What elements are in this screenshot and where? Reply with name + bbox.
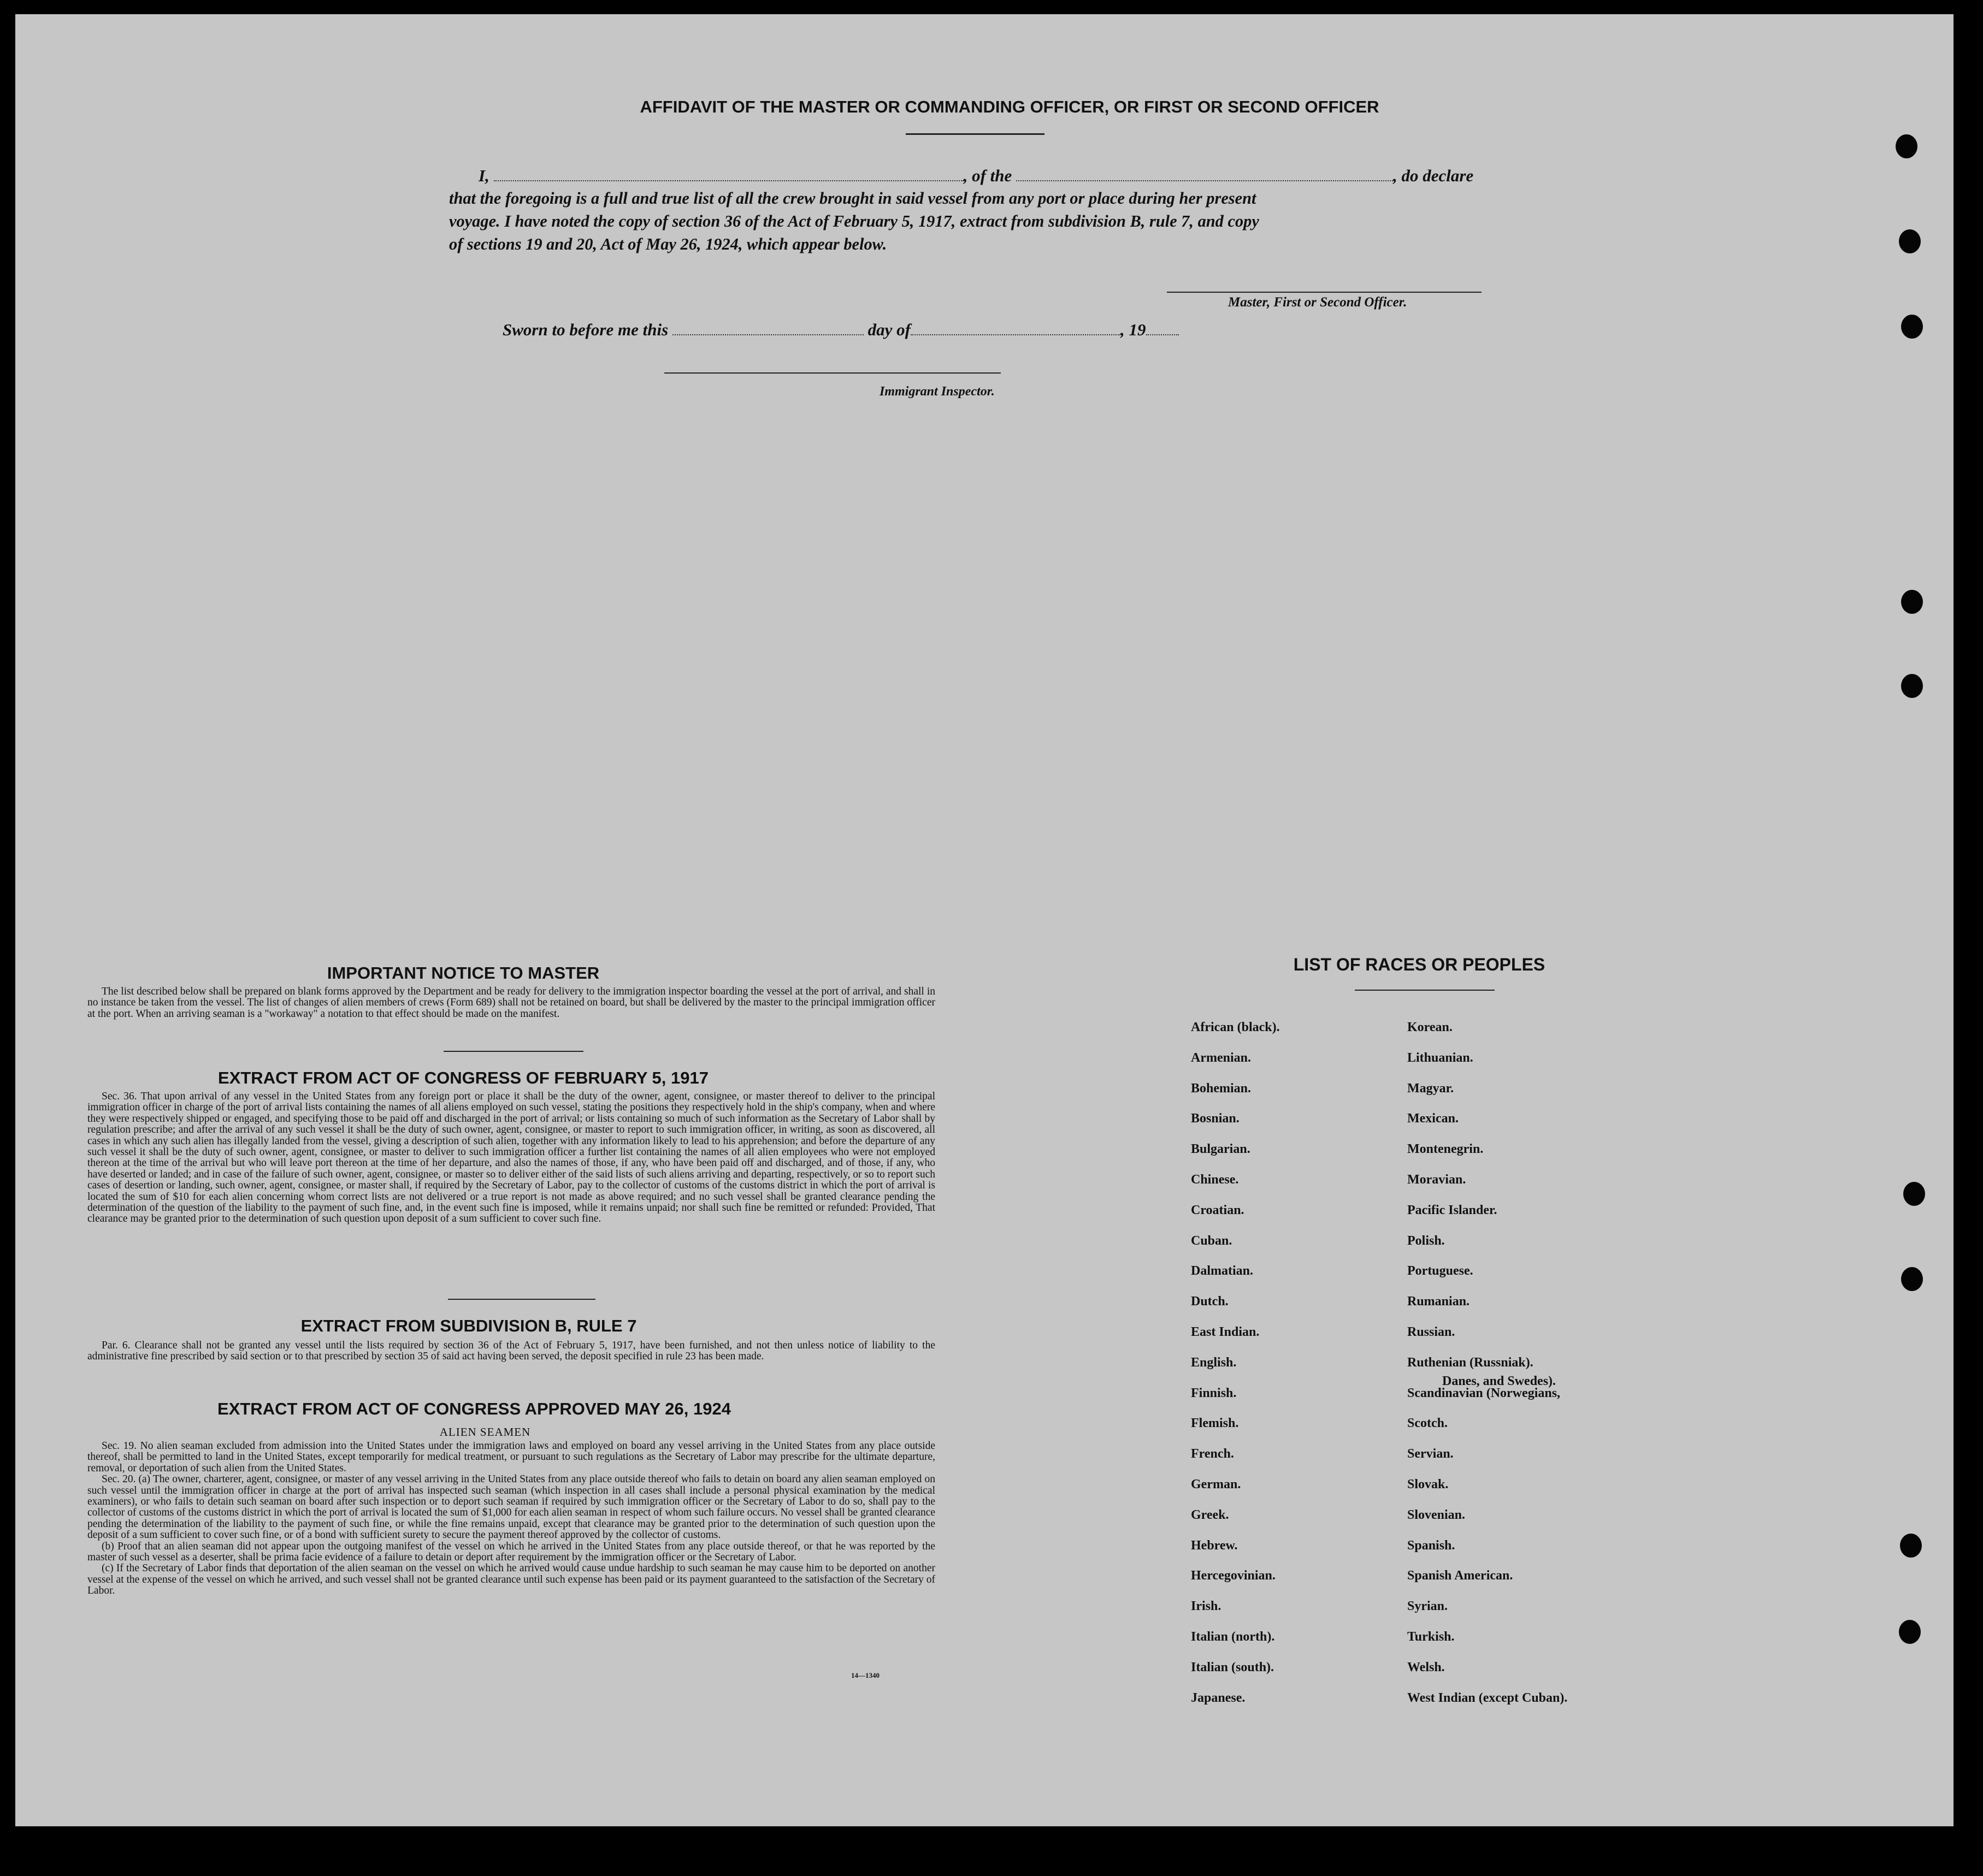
race-item: Syrian. <box>1407 1599 1448 1613</box>
race-item: Irish. <box>1191 1599 1221 1613</box>
race-item: Spanish American. <box>1407 1569 1513 1583</box>
vessel-name-field[interactable] <box>1016 180 1393 181</box>
race-item: Scotch. <box>1407 1416 1448 1430</box>
race-item: Mexican. <box>1407 1111 1459 1126</box>
race-item: Portuguese. <box>1407 1264 1473 1278</box>
races-title: LIST OF RACES OR PEOPLES <box>1293 955 1545 974</box>
race-item: German. <box>1191 1477 1241 1492</box>
race-item: Bosnian. <box>1191 1111 1240 1126</box>
punch-hole <box>1901 674 1923 698</box>
alien-seamen-subtitle: ALIEN SEAMEN <box>439 1425 531 1439</box>
race-item: Ruthenian (Russniak). <box>1407 1356 1533 1370</box>
sworn-day-field[interactable] <box>672 334 864 335</box>
title-divider <box>906 133 1044 135</box>
extract-rule7-title: EXTRACT FROM SUBDIVISION B, RULE 7 <box>300 1316 637 1335</box>
punch-hole <box>1899 229 1921 253</box>
section-divider <box>444 1051 583 1052</box>
race-item: Lithuanian. <box>1407 1051 1473 1065</box>
sworn-before-label: Sworn to before me this <box>503 320 669 339</box>
race-item: Finnish. <box>1191 1386 1237 1400</box>
notice-text: The list described below shall be prepared on blank forms approved by the Department and be ready for delivery to the immigration inspector boarding the vessel at the port of arrival, and shall in no instance be taken from the vessel. The list of changes of alien members of crews (Form 689) shall not be retained on board, but shall be delivered by the master to the principal immigration officer at the port. When an arriving seaman is a "workaway" a notation to that effect should be made on the manifest. <box>87 986 935 1020</box>
race-item: Korean. <box>1407 1020 1453 1034</box>
inspector-caption: Immigrant Inspector. <box>880 384 995 399</box>
declaration-line-1 <box>479 166 1473 186</box>
do-declare-label: , do declare <box>1393 166 1474 185</box>
race-item: Armenian. <box>1191 1051 1251 1065</box>
year-label: , 19 <box>1120 320 1146 339</box>
punch-hole <box>1896 134 1917 158</box>
race-item: Croatian. <box>1191 1203 1244 1217</box>
punch-hole <box>1901 590 1923 614</box>
inspector-signature-line[interactable] <box>664 372 1001 374</box>
race-item: Flemish. <box>1191 1416 1239 1430</box>
extract-1924-text: Sec. 19. No alien seaman excluded from admission into the United States under the immigration laws and employed on board any vessel arriving in the United States from any place outside thereof, shall be permitted to land in the United States, except temporarily for medical treatment, or pursuant to such regulations as the Secretary of Labor may prescribe for the ultimate departure, removal, or deportation of such alien from the United States. Sec. 20. (a) The owner, charterer, agent, consignee, or master of any vessel arriving in the United States from any place outside thereof who fails to detain on board any alien seaman employed on such vessel until the immigration officer in charge at the port of arrival has inspected such seaman (which inspection in all cases shall include a personal physical examination by the medical examiners), or who fails to detain such seaman on board after such inspection or to deport such seaman if required by such immigration officer or the Secretary of Labor to do so, shall pay to the collector of customs of the customs district in which the port of arrival is located the sum of $1,000 for each alien seaman in respect of whom such failure occurs. No vessel shall be granted clearance pending the determination of the liability to the payment of such fine, or while the fine remains unpaid, except that clearance may be granted prior to the determination of such question upon the deposit of a sum sufficient to cover such fine, or of a bond with sufficient surety to secure the payment thereof approved by the collector of customs. (b) Proof that an alien seaman did not appear upon the outgoing manifest of the vessel on which he arrived in the United States from any place outside thereof, or that he was reported by the master of such vessel as a deserter, shall be prima facie evidence of a failure to detain or deport after requirement by the immigration officer or the Secretary of Labor. (c) If the Secretary of Labor finds that deportation of the alien seaman on the vessel on which he arrived would cause undue hardship to such seaman he may cause him to be deported on another vessel at the expense of the vessel on which he arrived, and such vessel shall not be granted clearance until such expense has been paid or its payment guaranteed to the satisfaction of the Secretary of Labor. <box>87 1440 935 1597</box>
race-item-scandinavian-continued: Danes, and Swedes). <box>1442 1374 1556 1388</box>
race-item: Hebrew. <box>1191 1538 1238 1553</box>
race-item: Moravian. <box>1407 1173 1466 1187</box>
race-item: West Indian (except Cuban). <box>1407 1691 1568 1705</box>
declaration-line-4: of sections 19 and 20, Act of May 26, 1924, which appear below. <box>449 235 887 253</box>
race-item: Hercegovinian. <box>1191 1569 1276 1583</box>
of-the-label: , of the <box>963 166 1012 185</box>
race-item: Turkish. <box>1407 1630 1455 1644</box>
race-item: Cuban. <box>1191 1234 1232 1248</box>
race-item: Italian (south). <box>1191 1660 1274 1674</box>
sworn-year-field[interactable] <box>1146 334 1179 335</box>
day-of-label: day of <box>867 320 911 339</box>
race-item: Polish. <box>1407 1234 1445 1248</box>
race-item: Spanish. <box>1407 1538 1455 1553</box>
declaration-line-3: voyage. I have noted the copy of section 36 of the Act of February 5, 1917, extract from subdivision B, rule 7, and copy <box>449 212 1259 230</box>
extract-1917-text: Sec. 36. That upon arrival of any vessel in the United States from any foreign port or place it shall be the duty of the owner, agent, consignee, or master thereof to deliver to the principal immigration officer in charge of the port of arrival lists containing the names of all aliens employed on such vessel, stating the positions they respectively hold in the ship's company, when and where they were respectively shipped or engaged, and specifying those to be paid off and discharged in the port of arrival; or lists containing so much of such information as the Secretary of Labor shall by regulation prescribe; and after the arrival of any such vessel it shall be the duty of such owner, agent, consignee, or master to report to such immigration officer, in writing, as soon as discovered, all cases in which any such alien has illegally landed from the vessel, giving a description of such alien, together with any information likely to lead to his apprehension; and before the departure of any such vessel it shall be the duty of such owner, agent, consignee, or master to deliver to such immigration officer a further list containing the names of all alien employees who were not employed thereon at the time of the arrival but who will leave port thereon at the time of her departure, and also the names of those, if any, who have been paid off and discharged, and of those, if any, who have deserted or landed; and in case of the failure of such owner, agent, consignee, or master so to deliver either of the said lists of such aliens arriving and departing, respectively, or so to report such cases of desertion or landing, such owner, agent, consignee, or master shall, if required by the Secretary of Labor, pay to the collector of customs of the customs district in which the port of arrival is located the sum of $10 for each alien concerning whom correct lists are not delivered or a true report is not made as above required; and no such vessel shall be granted clearance pending the determination of the question of the liability to the payment of such fine, and, in the event such fine is imposed, while it remains unpaid; nor shall such fine be remitted or refunded: Provided, That clearance may be granted prior to the determination of such question upon deposit of a sum sufficient to cover such fine. <box>87 1091 935 1225</box>
race-item: Pacific Islander. <box>1407 1203 1497 1217</box>
race-item: Japanese. <box>1191 1691 1246 1705</box>
extract-1924-title: EXTRACT FROM ACT OF CONGRESS APPROVED MAY 26, 1924 <box>217 1399 731 1418</box>
race-item: Welsh. <box>1407 1660 1445 1674</box>
race-item: Bohemian. <box>1191 1081 1252 1096</box>
punch-hole <box>1900 1534 1922 1558</box>
race-item: Scandinavian (Norwegians, <box>1407 1386 1561 1400</box>
races-divider <box>1355 990 1495 991</box>
race-item: Dalmatian. <box>1191 1264 1253 1278</box>
sworn-month-field[interactable] <box>911 334 1120 335</box>
race-item: Slovenian. <box>1407 1508 1466 1522</box>
punch-hole <box>1903 1182 1925 1206</box>
sworn-line <box>503 320 1179 340</box>
punch-hole <box>1901 1267 1923 1291</box>
notice-title: IMPORTANT NOTICE TO MASTER <box>327 963 600 983</box>
race-item: East Indian. <box>1191 1325 1260 1339</box>
declarant-name-field[interactable] <box>494 180 964 181</box>
officer-signature-line[interactable] <box>1167 292 1482 293</box>
race-item: French. <box>1191 1447 1234 1461</box>
race-item: Russian. <box>1407 1325 1455 1339</box>
race-item: English. <box>1191 1356 1237 1370</box>
race-item: Magyar. <box>1407 1081 1454 1096</box>
punch-hole <box>1899 1620 1921 1644</box>
race-item: Servian. <box>1407 1447 1454 1461</box>
section-divider <box>448 1299 595 1300</box>
race-item: Greek. <box>1191 1508 1229 1522</box>
race-item: Italian (north). <box>1191 1630 1275 1644</box>
extract-rule7-text: Par. 6. Clearance shall not be granted any vessel until the lists required by section 36 of the Act of February 5, 1917, have been furnished, and not then unless notice of liability to the administrative fine prescribed by said section or to that prescribed by section 35 of said act having been served, the deposit specified in rule 23 has been made. <box>87 1340 935 1363</box>
race-item: Bulgarian. <box>1191 1142 1250 1156</box>
extract-1917-title: EXTRACT FROM ACT OF CONGRESS OF FEBRUARY 5, 1917 <box>218 1068 709 1087</box>
race-item: Montenegrin. <box>1407 1142 1484 1156</box>
declarant-label: I, <box>479 166 489 185</box>
officer-caption: Master, First or Second Officer. <box>1228 295 1407 310</box>
punch-hole <box>1901 315 1923 339</box>
form-sheet <box>15 14 1954 1826</box>
race-item: African (black). <box>1191 1020 1280 1034</box>
affidavit-title: AFFIDAVIT OF THE MASTER OR COMMANDING OFFICER, OR FIRST OR SECOND OFFICER <box>640 97 1379 116</box>
race-item: Rumanian. <box>1407 1294 1470 1309</box>
declaration-line-2: that the foregoing is a full and true list of all the crew brought in said vessel from any port or place during her present <box>449 189 1256 208</box>
race-item: Dutch. <box>1191 1294 1229 1309</box>
race-item: Slovak. <box>1407 1477 1449 1492</box>
race-item: Chinese. <box>1191 1173 1239 1187</box>
form-number: 14—1340 <box>851 1671 880 1679</box>
